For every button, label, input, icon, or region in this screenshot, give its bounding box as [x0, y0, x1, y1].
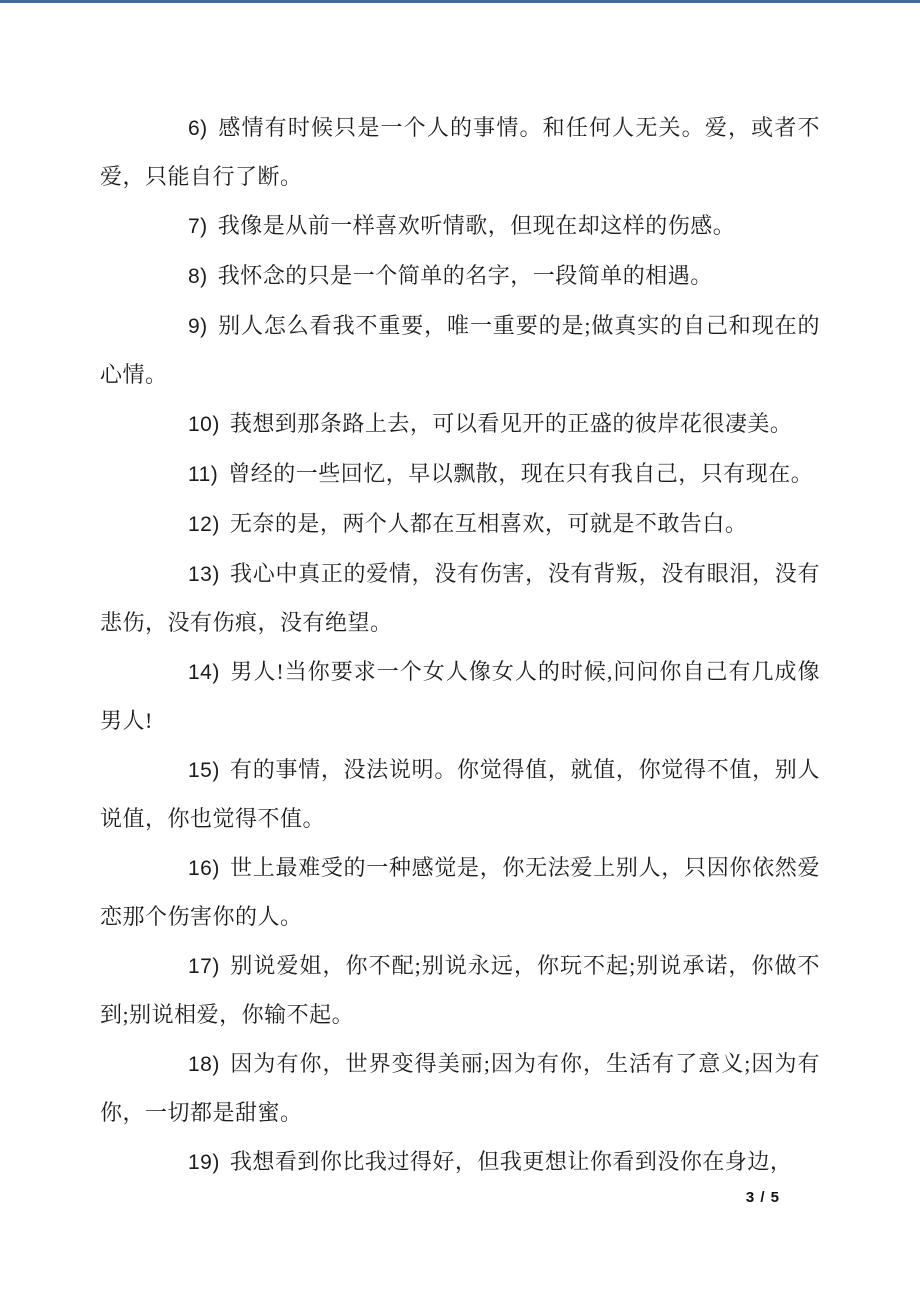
quote-text: 我怀念的只是一个简单的名字，一段简单的相遇。	[217, 263, 713, 288]
quote-number: 17)	[188, 955, 220, 978]
quote-number: 12)	[188, 513, 220, 536]
quote-text: 我想看到你比我过得好，但我更想让你看到没你在身边，	[229, 1149, 793, 1174]
quote-number: 14)	[188, 661, 220, 684]
quote-text: 莪想到那条路上去，可以看见开的正盛的彼岸花很凄美。	[229, 411, 793, 436]
quote-item	[100, 746, 820, 843]
quote-item	[100, 252, 820, 301]
quote-number: 9)	[188, 315, 208, 338]
quote-number: 7)	[188, 215, 208, 238]
quote-number: 18)	[188, 1053, 220, 1076]
quote-item	[100, 1040, 820, 1137]
quote-item	[100, 844, 820, 941]
quote-text: 曾经的一些回忆，早以飘散，现在只有我自己，只有现在。	[228, 461, 814, 486]
quote-text: 别人怎么看我不重要，唯一重要的是;做真实的自己和现在的心情。	[100, 313, 820, 387]
quote-number: 6)	[188, 117, 208, 140]
quote-number: 10)	[188, 413, 220, 436]
quote-text: 世上最难受的一种感觉是，你无法爱上别人，只因你依然爱恋那个伤害你的人。	[100, 855, 820, 929]
quote-number: 8)	[188, 265, 208, 288]
quote-item	[100, 202, 820, 251]
quote-text: 有的事情，没法说明。你觉得值，就值，你觉得不值，别人说值，你也觉得不值。	[100, 757, 820, 831]
quote-item	[100, 550, 820, 647]
quote-item	[100, 302, 820, 399]
quote-item	[100, 500, 820, 549]
top-rule	[0, 0, 920, 3]
quote-number: 16)	[188, 857, 220, 880]
page-number: 3 / 5	[745, 1189, 780, 1206]
quote-text: 无奈的是，两个人都在互相喜欢，可就是不敢告白。	[229, 511, 748, 536]
quote-text: 因为有你，世界变得美丽;因为有你，生活有了意义;因为有你，一切都是甜蜜。	[100, 1051, 820, 1125]
quote-text: 我像是从前一样喜欢听情歌，但现在却这样的伤感。	[217, 213, 736, 238]
quote-item	[100, 450, 820, 499]
quote-item	[100, 942, 820, 1039]
quote-number: 19)	[188, 1151, 220, 1174]
quote-item	[100, 400, 820, 449]
quote-item	[100, 104, 820, 201]
quote-number: 11)	[188, 463, 219, 486]
quote-text: 男人!当你要求一个女人像女人的时候,问问你自己有几成像男人!	[100, 659, 820, 733]
quote-number: 15)	[188, 759, 220, 782]
quote-number: 13)	[188, 563, 220, 586]
quote-text: 感情有时候只是一个人的事情。和任何人无关。爱，或者不爱，只能自行了断。	[100, 115, 820, 189]
quote-text: 别说爱姐，你不配;别说永远，你玩不起;别说承诺，你做不到;别说相爱，你输不起。	[100, 953, 820, 1027]
quote-item	[100, 648, 820, 745]
quote-item	[100, 1138, 820, 1187]
quote-text: 我心中真正的爱情，没有伤害，没有背叛，没有眼泪，没有悲伤，没有伤痕，没有绝望。	[100, 561, 820, 635]
document-body	[100, 104, 820, 1188]
